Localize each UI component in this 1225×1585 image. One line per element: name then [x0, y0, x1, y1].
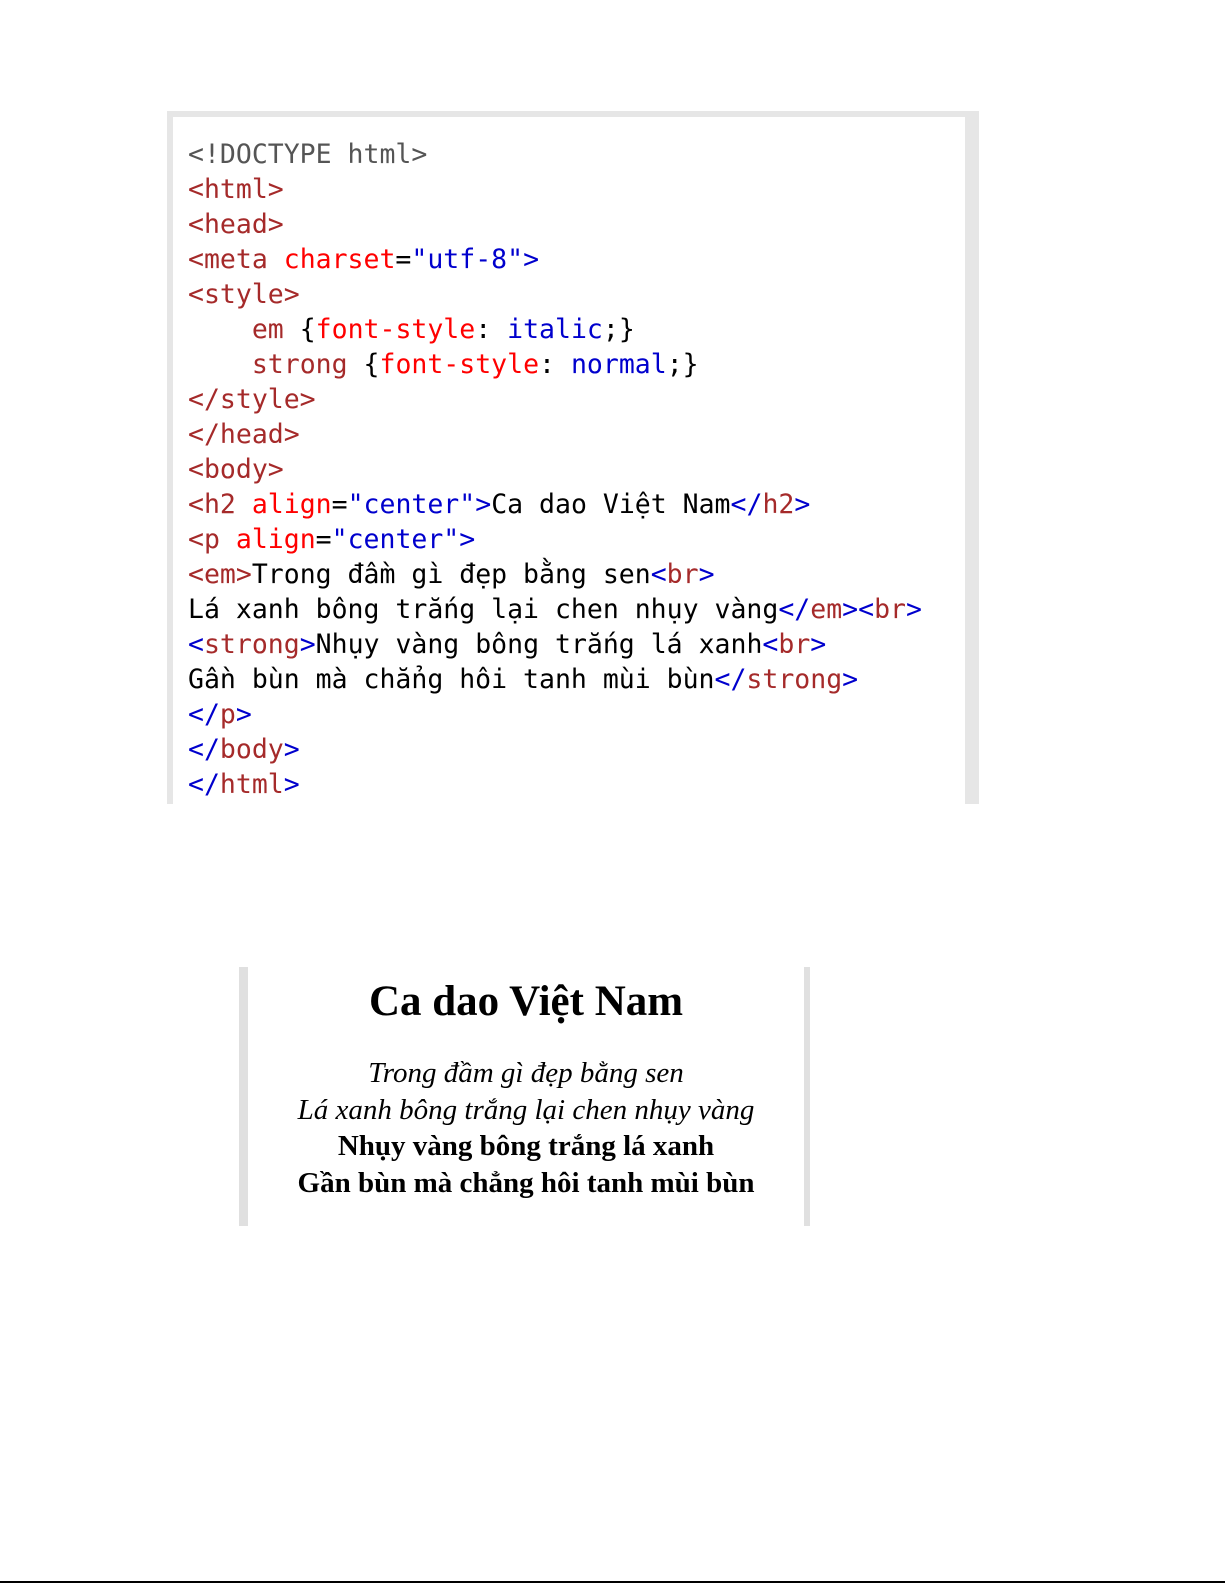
- code-token-tag: <em>: [188, 559, 252, 590]
- code-token-tag: </head>: [188, 419, 300, 450]
- code-token-txt: [188, 314, 252, 345]
- code-token-br: >: [283, 734, 300, 765]
- code-token-tag: strong: [203, 629, 300, 660]
- code-token-tag: p: [219, 699, 236, 730]
- code-token-val: "utf-8": [411, 244, 524, 275]
- code-line: [188, 767, 922, 802]
- code-token-val: "center": [347, 489, 476, 520]
- code-token-txt: :: [475, 314, 508, 345]
- code-token-txt: Ca dao Việt Nam: [491, 489, 731, 520]
- rendered-output-panel: [248, 967, 804, 1226]
- code-line: [188, 662, 922, 697]
- code-token-tag: body: [219, 734, 284, 765]
- code-token-br: <: [650, 559, 667, 590]
- code-token-br: >: [842, 664, 859, 695]
- code-line: [188, 207, 922, 242]
- code-token-val: "center": [331, 524, 460, 555]
- code-line: [188, 452, 922, 487]
- code-token-tag: h2: [762, 489, 795, 520]
- poem-line-bold: Gần bùn mà chẳng hôi tanh mùi bùn: [297, 1166, 755, 1199]
- poem-line-italic: Lá xanh bông trắng lại chen nhụy vàng: [297, 1093, 755, 1126]
- code-token-txt: [188, 349, 252, 380]
- code-token-tag: br: [666, 559, 699, 590]
- code-token-tag: strong: [746, 664, 843, 695]
- rendered-paragraph: [248, 1055, 804, 1201]
- code-line: [188, 697, 922, 732]
- code-line: [188, 382, 922, 417]
- code-token-doctype: <!DOCTYPE html>: [188, 139, 428, 170]
- poem-line-bold: Nhụy vàng bông trắng lá xanh: [337, 1130, 715, 1162]
- code-token-br: >: [475, 489, 492, 520]
- code-token-br: </: [188, 734, 220, 765]
- code-token-attr: align: [251, 489, 332, 520]
- code-token-tag: html: [219, 769, 284, 800]
- code-token-tag: </style>: [188, 384, 316, 415]
- code-line: [188, 242, 922, 277]
- code-token-tag: <html>: [188, 174, 284, 205]
- code-token-br: ><: [842, 594, 875, 625]
- code-token-css-prop: font-style: [379, 349, 540, 380]
- code-token-tag: <h2: [188, 489, 252, 520]
- code-token-br: </: [730, 489, 763, 520]
- code-token-txt: Gần bùn mà chẳng hôi tanh mùi bùn: [188, 664, 715, 695]
- code-screenshot: [167, 111, 979, 804]
- code-token-tag: br: [874, 594, 906, 625]
- code-line: [188, 137, 922, 172]
- code-token-br: </: [188, 699, 220, 730]
- code-line: [188, 522, 922, 557]
- code-token-txt: =: [331, 489, 348, 520]
- code-line: [188, 732, 922, 767]
- code-line: [188, 627, 922, 662]
- code-token-txt: =: [315, 524, 332, 555]
- code-token-br: <: [188, 629, 204, 660]
- code-line: [188, 487, 922, 522]
- code-token-tag: <p: [188, 524, 236, 555]
- code-line: [188, 172, 922, 207]
- code-token-tag: <meta: [188, 244, 284, 275]
- code-token-br: >: [794, 489, 811, 520]
- code-token-br: </: [778, 594, 811, 625]
- code-line: [188, 312, 922, 347]
- code-token-txt: ;}: [666, 349, 699, 380]
- code-line: [188, 592, 922, 627]
- code-token-tag: em: [810, 594, 843, 625]
- code-token-css-val: italic: [507, 314, 603, 345]
- code-token-br: >: [299, 629, 316, 660]
- rendered-output-screenshot: [239, 967, 810, 1226]
- page-bottom-rule: [0, 1581, 1225, 1583]
- code-token-css-sel: em: [251, 314, 300, 345]
- code-token-tag: <head>: [188, 209, 284, 240]
- code-line: [188, 557, 922, 592]
- code-token-css-prop: font-style: [315, 314, 476, 345]
- code-token-css-sel: strong: [251, 349, 364, 380]
- code-token-br: >: [698, 559, 715, 590]
- code-token-br: >: [235, 699, 252, 730]
- code-token-tag: <style>: [188, 279, 300, 310]
- code-token-tag: br: [778, 629, 811, 660]
- code-token-br: >: [906, 594, 922, 625]
- code-token-css-val: normal: [570, 349, 667, 380]
- code-token-tag: <body>: [188, 454, 284, 485]
- code-token-br: >: [810, 629, 827, 660]
- code-line: [188, 277, 922, 312]
- code-token-txt: {: [363, 349, 380, 380]
- code-token-attr: align: [235, 524, 316, 555]
- code-token-br: >: [459, 524, 476, 555]
- code-token-br: </: [714, 664, 747, 695]
- code-lines: [188, 137, 922, 802]
- code-token-attr: charset: [283, 244, 396, 275]
- code-token-txt: Nhụy vàng bông trắng lá xanh: [315, 629, 763, 660]
- code-token-br: >: [523, 244, 540, 275]
- code-token-txt: ;}: [602, 314, 635, 345]
- code-token-br: </: [188, 769, 220, 800]
- code-token-br: >: [283, 769, 300, 800]
- code-token-br: <: [762, 629, 779, 660]
- code-panel: [173, 117, 965, 804]
- code-line: [188, 347, 922, 382]
- code-token-txt: Trong đầm gì đẹp bằng sen: [251, 559, 651, 590]
- code-token-txt: Lá xanh bông trắng lại chen nhụy vàng: [188, 594, 779, 625]
- code-token-txt: :: [539, 349, 571, 380]
- code-line: [188, 417, 922, 452]
- poem-line-italic: Trong đầm gì đẹp bằng sen: [368, 1057, 684, 1089]
- rendered-heading: Ca dao Việt Nam: [368, 978, 684, 1025]
- code-token-txt: {: [299, 314, 316, 345]
- code-token-txt: =: [395, 244, 412, 275]
